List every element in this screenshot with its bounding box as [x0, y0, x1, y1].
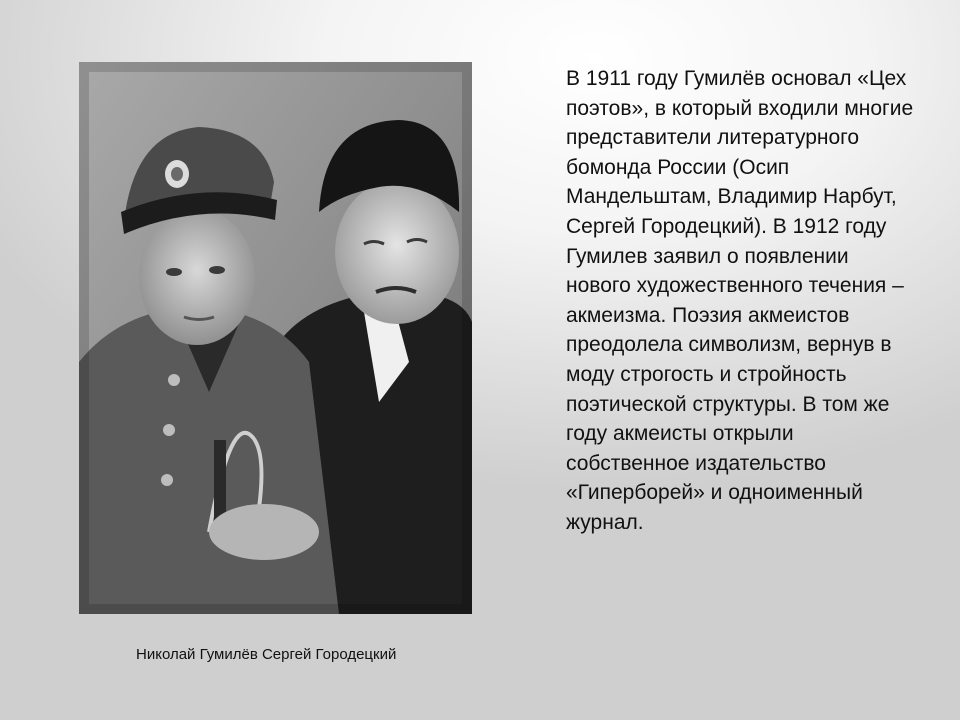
photo-caption: Николай Гумилёв Сергей Городецкий	[136, 646, 397, 663]
historical-photo	[79, 62, 472, 614]
slide-body-text: В 1911 году Гумилёв основал «Цех поэтов», в который входили многие представители литературного бомонда России (Осип Мандельштам, Владимир Нарбут, Сергей Городецкий). В 1912 году Гумилев заявил о появлении нового художественного течения – акмеизма. Поэзия акмеистов преодолела символизм, вернув в моду строгость и стройность поэтической структуры. В том же году акмеисты открыли собственное издательство «Гиперборей» и одноименный журнал.	[566, 67, 914, 534]
photo-illustration	[79, 62, 472, 614]
